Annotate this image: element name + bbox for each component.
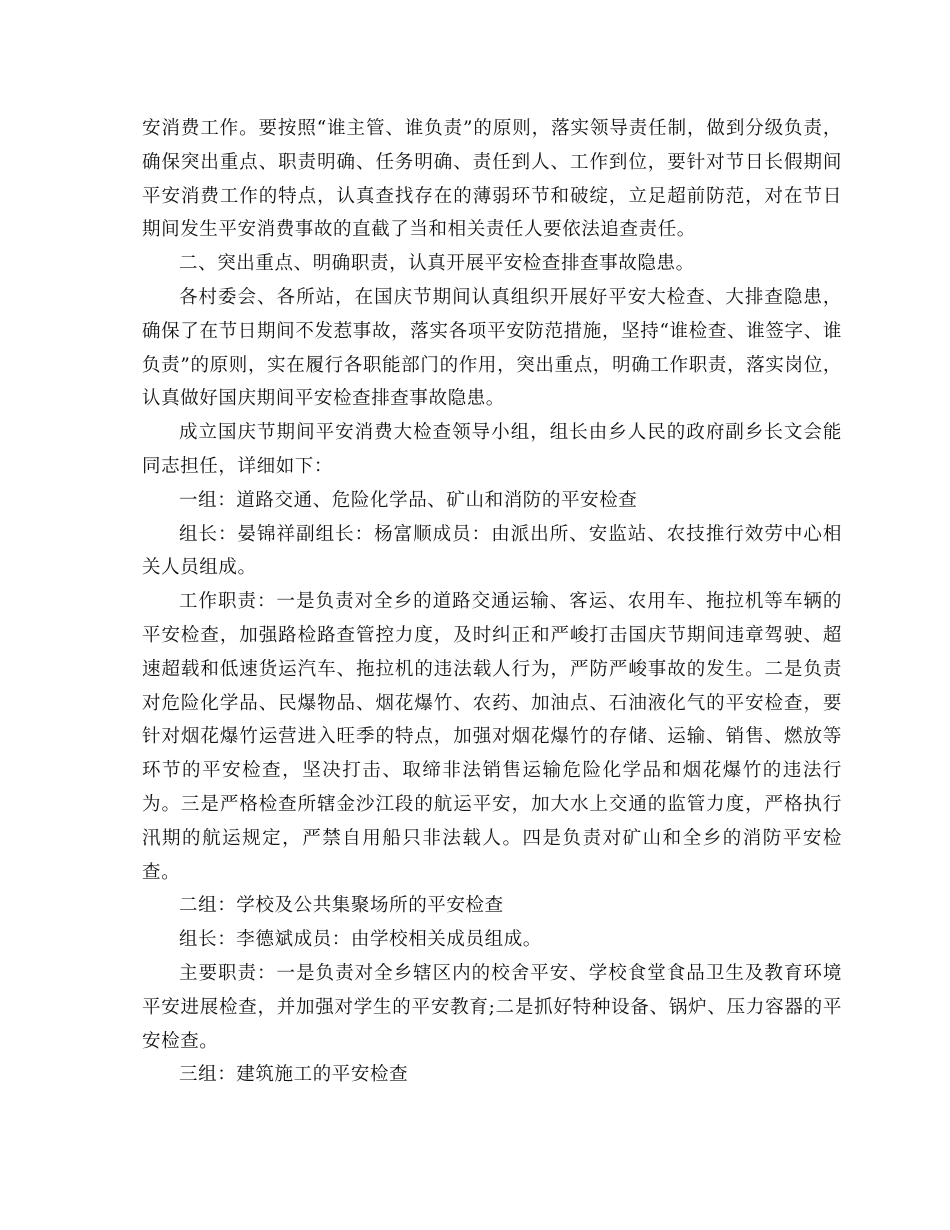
group-heading: 一组：道路交通、危险化学品、矿山和消防的平安检查 bbox=[179, 489, 638, 511]
section-heading: 二、突出重点、明确职责，认真开展平安检查排查事故隐患。 bbox=[179, 253, 695, 275]
group-heading: 二组：学校及公共集聚场所的平安检查 bbox=[179, 895, 504, 917]
group-duties: 主要职责：一是负责对全乡辖区内的校舍平安、学校食堂食品卫生及教育环境平安进展检查，并加强对学生的平安教育;二是抓好特种设备、锅炉、压力容器的平安检查。 bbox=[142, 962, 842, 1052]
group-members: 组长：李德斌成员：由学校相关成员组成。 bbox=[179, 929, 542, 951]
paragraph: 安消费工作。要按照“谁主管、谁负责”的原则，落实领导责任制，做到分级负责，确保突出重点、职责明确、任务明确、责任到人、工作到位，要针对节日长假期间平安消费工作的特点，认真查找存在的薄弱环节和破绽，立足超前防范，对在节日期间发生平安消费事故的直截了当和相关责任人要依法追查责任。 bbox=[142, 118, 842, 241]
paragraph: 成立国庆节期间平安消费大检查领导小组，组长由乡人民的政府副乡长文会能同志担任，详细如下： bbox=[142, 422, 842, 477]
group-members: 组长：晏锦祥副组长：杨富顺成员：由派出所、安监站、农技推行效劳中心相关人员组成。 bbox=[142, 523, 842, 579]
paragraph: 各村委会、各所站，在国庆节期间认真组织开展好平安大检查、大排查隐患，确保了在节日期间不发惹事故，落实各项平安防范措施，坚持“谁检查、谁签字、谁负责”的原则，实在履行各职能部门的作用，突出重点，明确工作职责，落实岗位，认真做好国庆期间平安检查排查事故隐患。 bbox=[142, 286, 842, 410]
document-body bbox=[142, 0, 842, 1092]
group-heading: 三组：建筑施工的平安检查 bbox=[179, 1064, 409, 1086]
group-duties: 工作职责：一是负责对全乡的道路交通运输、客运、农用车、拖拉机等车辆的平安检查，加强路检路查管控力度，及时纠正和严峻打击国庆节期间违章驾驶、超速超载和低速货运汽车、拖拉机的违法载人行为，严防严峻事故的发生。二是负责对危险化学品、民爆物品、烟花爆竹、农药、加油点、石油液化气的平安检查，要针对烟花爆竹运营进入旺季的特点，加强对烟花爆竹的存储、运输、销售、燃放等环节的平安检查，坚决打击、取缔非法销售运输危险化学品和烟花爆竹的违法行为。三是严格检查所辖金沙江段的航运平安，加大水上交通的监管力度，严格执行汛期的航运规定，严禁自用船只非法载人。四是负责对矿山和全乡的消防平安检查。 bbox=[142, 591, 842, 883]
